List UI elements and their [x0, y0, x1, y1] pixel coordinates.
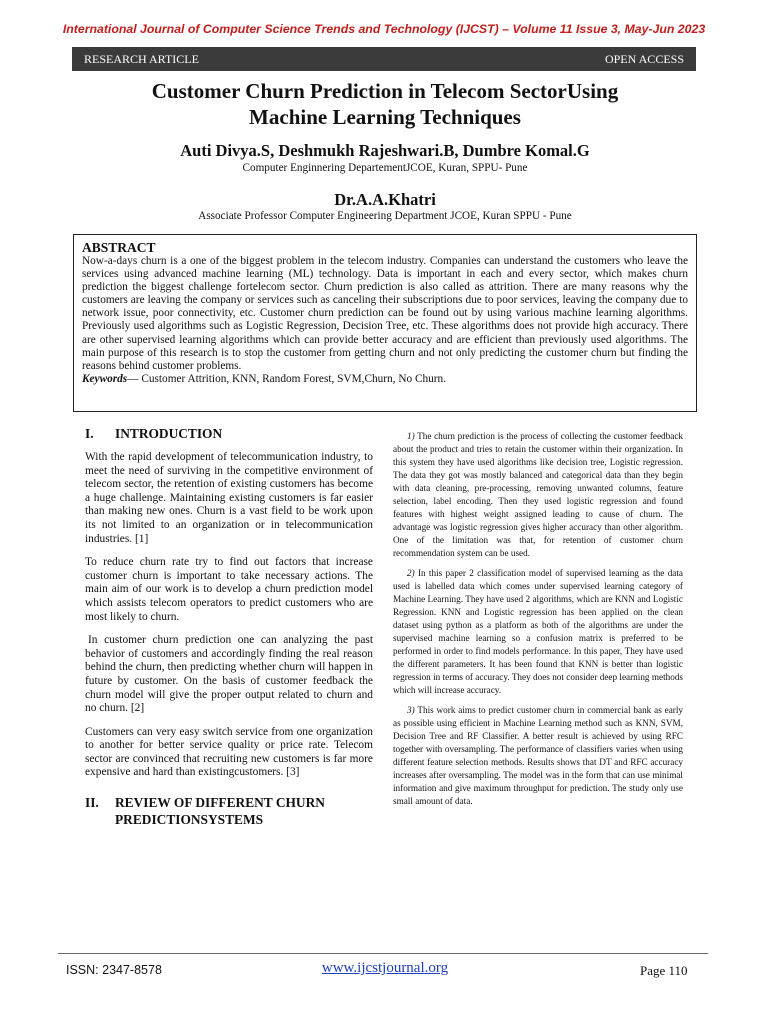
right-column: [393, 430, 683, 815]
journal-header: International Journal of Computer Science Trends and Technology (IJCST) – Volume 11 Issue 3, May-Jun 2023: [62, 22, 706, 36]
journal-link[interactable]: www.ijcstjournal.org: [321, 960, 449, 976]
page-number: Page 110: [640, 963, 688, 978]
keywords-text: — Customer Attrition, KNN, Random Forest, SVM,Churn, No Churn.: [127, 372, 447, 385]
review-item: [393, 430, 683, 560]
section-title-line-2: PREDICTIONSYSTEMS: [115, 812, 264, 828]
left-column: [85, 426, 373, 828]
intro-paragraph-4: Customers can very easy switch service from one organization to another for better service quality or price rate. Telecom sector are convinced that recruiting new customers is far more expensive and hard than existingcustomers. [3]: [85, 725, 373, 779]
section-heading-review: [85, 794, 373, 828]
section-heading-introduction: [85, 426, 373, 442]
paper-title: [70, 78, 700, 130]
section-title-line-1: REVIEW OF DIFFERENT CHURN: [115, 795, 325, 811]
intro-paragraph-2: To reduce churn rate try to find out factors that increase customer churn is important to take necessary actions. The main aim of our work is to develop a churn prediction model which assists telecom operators to predict customers who are most likely to churn.: [85, 556, 373, 623]
title-line-1: Customer Churn Prediction in Telecom SectorUsing: [151, 79, 619, 103]
abstract-text: Now-a-days churn is a one of the biggest problem in the telecom industry. Companies can understand the customers who leave the services using advanced machine learning (ML) technology. Data is important in each and every sector, which makes churn prediction the biggest challenge fortelecom sector. Churn prediction is also called as attrition. There are many reasons why the customers are leaving the company or services such as canceling their subscriptions due to poor services, leaving the company due to network issue, poor connectivity, etc. Customer churn prediction can be found out by using various machine learning algorithms. Previously used algorithms such as Logistic Regression, Decision Tree, etc. These algorithms does not provide high accuracy. There are other supervised learning algorithms which can provide better accuracy and are efficient than previously used algorithms. The main purpose of this research is to stop the customer from getting churn and not only predicting the customer churn but finding the reasons behind customer problems.: [82, 255, 688, 372]
section-number: I.: [85, 426, 94, 441]
affiliation-2: Associate Professor Computer Engineering Department JCOE, Kuran SPPU - Pune: [198, 210, 572, 222]
second-author: Dr.A.A.Khatri: [334, 190, 436, 209]
abstract-body: [82, 255, 688, 386]
item-text: In this paper 2 classification model of supervised learning as the data used is labelled data which comes under supervised learning category of Machine Learning. They have used 2 algorithms, which are KNN and Logistic Regression. KNN and Logistic regression has been applied on the clean dataset using python as a platform as both of the algorithms are under the supervised machine learning so a confusion matrix is preferred to be performed in order to find models performance. In this paper, They have used the different parameters. It has been found that KNN is better than logistic regression in terms of accuracy. They does not consider deep learning methods which will increase accuracy.: [393, 568, 683, 695]
item-text: The churn prediction is the process of collecting the customer feedback about the product and tries to retain the customer within their organization. In this system they have used algorithms like decision tree, Logistic regression. The data they got was mostly balanced and categorical data than they begin with data cleaning, pre-processing, removing unwanted columns, feature selection, label encoding. Then they used logistic regression and found features with highest weight assigned leading to cause of churn. The advantage was logistic regression gives higher accuracy than other algorithm. One of the limitation was that, for retention of customer churn recommendation system can be used.: [393, 431, 683, 558]
open-access-label: OPEN ACCESS: [604, 51, 684, 66]
item-number: 1): [407, 431, 415, 441]
item-text: This work aims to predict customer churn in commercial bank as early as possible using efficient in Machine Learning method such as KNN, SVM, Decision Tree and RF Classifier. A better result is achieved by using RFC together with oversampling. The performance of classifiers varies when using different feature selection methods. Results shows that DT and RFC accuracy increases after oversampling. The model was in the form that can use minimal information and give maximum throughput for prediction. The study only use small amount of data.: [393, 705, 683, 806]
keywords-label: Keywords: [82, 372, 128, 385]
authors: Auti Divya.S, Deshmukh Rajeshwari.B, Dumbre Komal.G: [180, 141, 590, 160]
title-line-2: Machine Learning Techniques: [249, 105, 521, 129]
research-article-label: RESEARCH ARTICLE: [84, 51, 199, 66]
article-type-bar: [72, 47, 696, 71]
intro-paragraph-1: With the rapid development of telecommunication industry, to meet the need of surviving in the competitive environment of telecom sector, the retention of existing customers has become a huge challenge. Maintaining existing customers is far easier than making new ones. Churn is a vast field to be work upon its not limited to an organization or in telecommunication industries. [1]: [85, 451, 373, 545]
abstract-box: [73, 234, 697, 412]
footer-issn: ISSN: 2347-8578: [66, 963, 162, 977]
item-number: 2): [407, 568, 415, 578]
affiliation-1: Computer Enginnering DepartementJCOE, Kuran, SPPU- Pune: [242, 162, 528, 174]
footer-divider: [58, 953, 708, 954]
section-title: INTRODUCTION: [115, 426, 223, 441]
intro-paragraph-3: In customer churn prediction one can analyzing the past behavior of customers and accordingly finding the real reason behind the churn, then predicting whether churn will happen in future by customer. On the basis of customer feedback the churn model will give the proper output related to churn and no churn. [2]: [85, 634, 373, 715]
section-number: II.: [85, 795, 99, 811]
abstract-title: ABSTRACT: [82, 240, 156, 255]
review-item: [393, 704, 683, 808]
item-number: 3): [407, 705, 415, 715]
review-item: [393, 567, 683, 697]
